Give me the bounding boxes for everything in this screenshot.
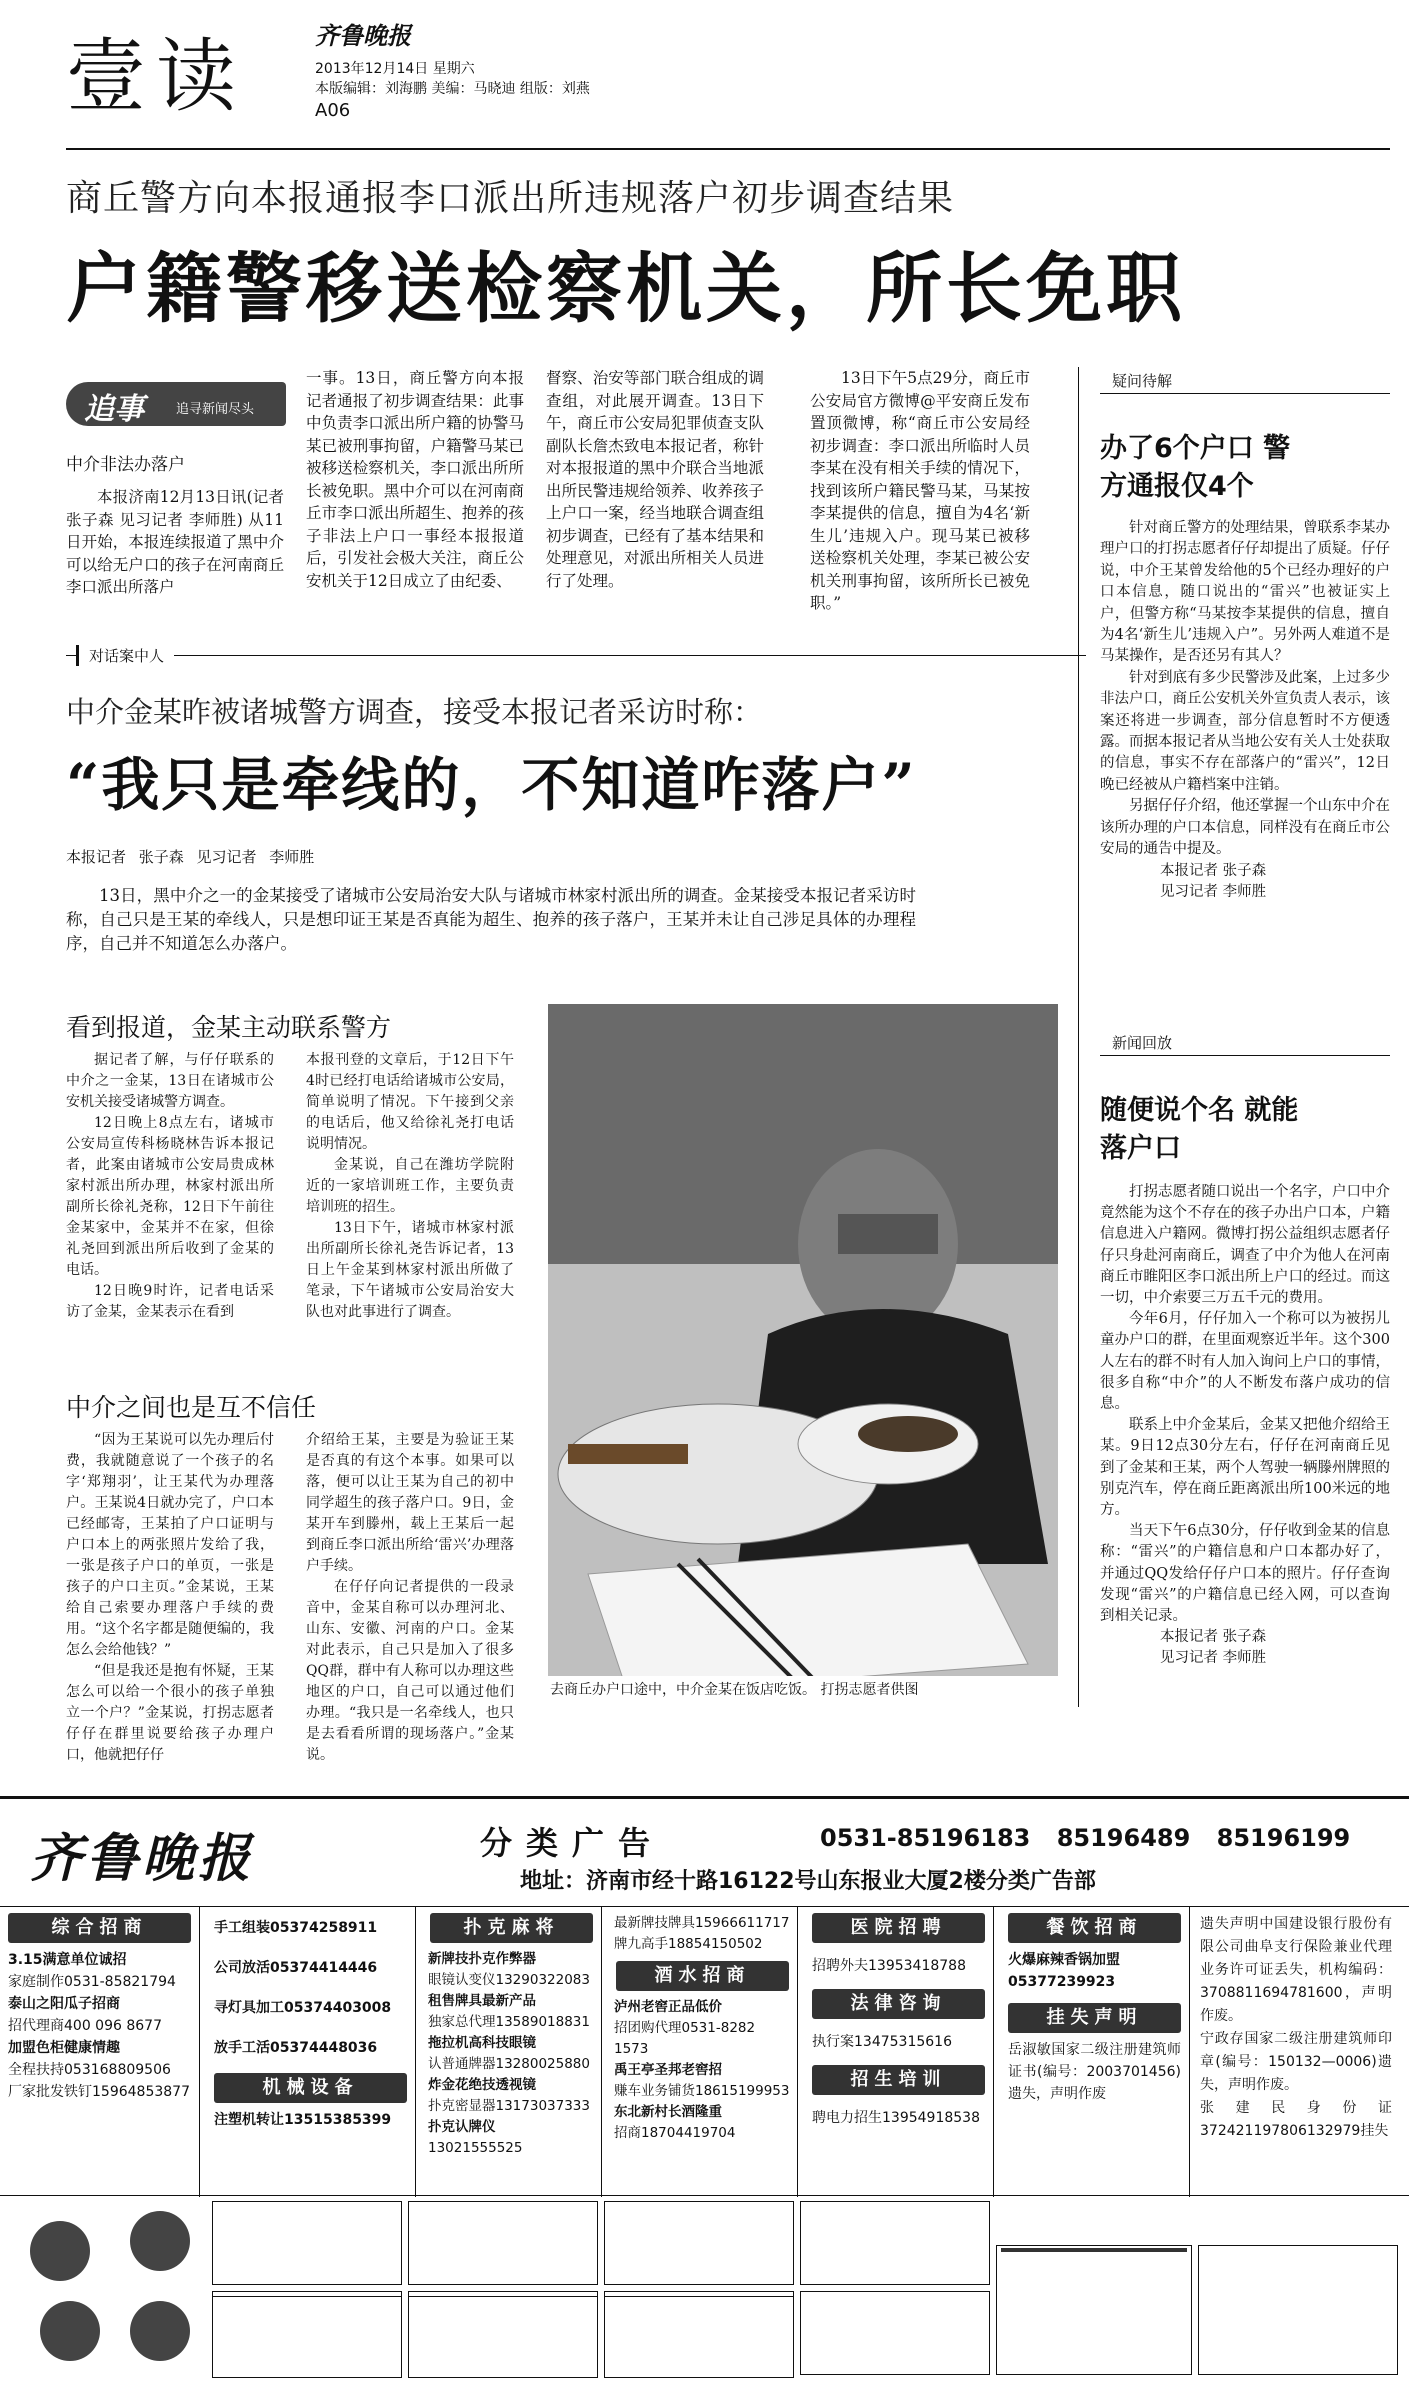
headline-title: 户籍警移送检察机关，所长免职 bbox=[66, 244, 1186, 333]
ad-item: 新牌技扑克作弊器 bbox=[428, 1951, 536, 1967]
ad-item: 招聘外夫13953418788 bbox=[812, 1958, 966, 1974]
ads-section bbox=[0, 1796, 1409, 2383]
ad-item: 手工组装05374258911 bbox=[214, 1920, 378, 1936]
ad-col-3-items bbox=[422, 1949, 601, 2159]
section-title: 壹读 bbox=[66, 30, 246, 123]
ad-box bbox=[212, 2201, 402, 2285]
followup-col4 bbox=[810, 367, 1030, 615]
issue-date: 2013年12月14日 星期六 bbox=[315, 61, 475, 77]
ad-item: 租售牌具最新产品 bbox=[428, 1993, 536, 2009]
followup-col4-text: 13日下午5点29分，商丘市公安局官方微博@平安商丘发布置顶微博，称“商丘市公安局经初步调查：李口派出所临时人员李某在没有相关手续的情况下，找到该所户籍民警马某，马某按李某提供的信息，擅自为4名‘新生儿’违规入户。现马某已被移送检察机关处理，李某已被公安机关刑事拘留，该所所长已被免职。” bbox=[810, 369, 1030, 612]
interview-s1-title: 看到报道，金某主动联系警方 bbox=[66, 1013, 392, 1042]
interview-lead bbox=[66, 884, 916, 956]
ad-box bbox=[1198, 2245, 1398, 2375]
s1-right bbox=[306, 1050, 514, 1323]
s1-left-p1: 据记者了解，与仔仔联系的中介之一金某，13日在诸城市公安机关接受诸城警方调查。 bbox=[66, 1052, 274, 1110]
ad-item: 牌九高手18854150502 bbox=[614, 1936, 763, 1952]
photo-illustration bbox=[548, 1004, 1058, 1704]
interview-rule bbox=[66, 655, 1086, 656]
ad-col-2-items bbox=[206, 1907, 415, 2059]
jingpin-char bbox=[40, 2301, 100, 2361]
interview-lead-text: 13日，黑中介之一的金某接受了诸城市公安局治安大队与诸城市林家村派出所的调查。金某接受本报记者采访时称，自己只是王某的牵线人，只是想印证王某是否真能为超生、抱养的孩子落户，王某并未让自己涉足具体的办理程序，自己并不知道怎么办落户。 bbox=[66, 886, 916, 953]
ad-col-5-head2: 法律咨询 bbox=[812, 1989, 985, 2019]
followup-col3-text: 督察、治安等部门联合组成的调查组，对此展开调查。13日下午，商丘市公安局犯罪侦查支队副队长詹杰致电本报记者，称针对本报报道的黑中介联合当地派出所民警违规给领养、收养孩子上户口一案，经当地联合调查组初步调查，已经有了基本结果和处理意见，对派出所相关人员进行了处理。 bbox=[546, 369, 764, 590]
ad-item: 执行案13475315616 bbox=[812, 2034, 952, 2050]
ad-col-4-items bbox=[608, 1907, 797, 1955]
ads-grid bbox=[0, 1906, 1409, 2196]
ad-item: 厂家批发铁钉15964853877 bbox=[8, 2084, 190, 2100]
sidebar1-label: 疑问待解 bbox=[1100, 370, 1390, 394]
ad-item: 赚车业务铺货18615199953 bbox=[614, 2083, 790, 2099]
editors: 本版编辑：刘海鹏 美编：马晓迪 组版：刘燕 bbox=[315, 81, 590, 97]
followup-col2-text: 一事。13日，商丘警方向本报记者通报了初步调查结果：此事中负责李口派出所户籍的协警马某已被刑事拘留，户籍警马某已被移送检察机关，李口派出所所长被免职。黑中介可以在河南商丘市李口派出所超生、抱养的孩子非法上户口一事经本报报道后，引发社会极大关注，商丘公安机关于12日成立了由纪委、 bbox=[306, 369, 524, 590]
followup-subtitle: 中介非法办落户 bbox=[66, 455, 185, 475]
followup-col3 bbox=[546, 367, 764, 592]
ad-col-1-items bbox=[0, 1949, 199, 2103]
ad-col-6-head2: 挂失声明 bbox=[1008, 2003, 1181, 2033]
ad-item: 05377239923 bbox=[1008, 1974, 1116, 1990]
s2-left bbox=[66, 1430, 274, 1766]
ad-box bbox=[408, 2296, 598, 2378]
interview-s2-title: 中介之间也是互不信任 bbox=[66, 1393, 317, 1422]
ad-item: 眼镜认变仪13290322083 bbox=[428, 1972, 590, 1988]
s2-right bbox=[306, 1430, 514, 1766]
s2-right-p2: 在仔仔向记者提供的一段录音中，金某自称可以办理河北、山东、安徽、河南的户口。金某对此表示，自己只是加入了很多QQ群，群中有人称可以办理这些地区的户口，自己可以通过他们办理。“我只是一名牵线人，也只是去看看所谓的现场落户。”金某说。 bbox=[306, 1579, 514, 1763]
masthead-rule bbox=[66, 148, 1390, 150]
interview-kicker: 中介金某昨被诸城警方调查，接受本报记者采访时称： bbox=[66, 695, 763, 729]
ad-item: 禹王亭圣邦老窖招 bbox=[614, 2062, 722, 2078]
sidebar2-label: 新闻回放 bbox=[1100, 1032, 1390, 1056]
sidebar1-title: 办了6个户口 警方通报仅4个 bbox=[1100, 433, 1291, 502]
ad-item: 聘电力招生13954918538 bbox=[812, 2110, 980, 2126]
ad-box bbox=[604, 2201, 794, 2285]
s2-left-p1: “因为王某说可以先办理后付费，我就随意说了一个孩子的名字‘郑翔羽’，让王某代为办理落户。王某说4日就办完了，户口本已经邮寄，王某拍了户口证明与户口本上的两张照片发给了我，一张是孩子户口的单页，一张是孩子的户口主页。”金某说，王某给自己索要办理落户手续的费用。“这个名字都是随便编的，我怎么会给他钱？” bbox=[66, 1432, 274, 1658]
ad-item: 东北新村长酒隆重 bbox=[614, 2104, 722, 2120]
ad-item: 拖拉机高科技眼镜 bbox=[428, 2035, 536, 2051]
ad-col-4-items2 bbox=[608, 1997, 797, 2144]
news-photo bbox=[548, 1004, 1058, 1704]
ad-item: 扑克认牌仪 bbox=[428, 2119, 496, 2135]
ad-item: 最新牌技牌具15966611717 bbox=[614, 1915, 790, 1931]
ad-item: 3.15满意单位诚招 bbox=[8, 1952, 127, 1968]
sidebar2-p1: 打拐志愿者随口说出一个名字，户口中介竟然能为这个不存在的孩子办出户口本，户籍信息进入户籍网。微博打拐公益组织志愿者仔仔只身赴河南商丘，调查了中介为他人在河南商丘市睢阳区李口派出所上户口的经过。而这一切，中介索要三万五千元的费用。 bbox=[1100, 1184, 1390, 1307]
ad-item: 招团购代理0531-8282 1573 bbox=[614, 2020, 756, 2057]
ad-col-3-head: 扑克麻将 bbox=[430, 1913, 593, 1943]
sidebar1-byline-1: 本报记者 张子森 bbox=[1160, 862, 1267, 879]
sidebar1-body bbox=[1100, 518, 1390, 861]
ads-logo: 齐鲁晚报 bbox=[30, 1828, 255, 1889]
ad-col-2 bbox=[206, 1907, 416, 2197]
s1-left-p2: 12日晚上8点左右，诸城市公安局宣传科杨晓林告诉本报记者，此案由诸城市公安局贵成林家村派出所办理，林家村派出所副所长徐礼尧称，12日下午前往金某家中，金某并不在家，但徐礼尧回到派出所后收到了金某的电话。 bbox=[66, 1115, 274, 1278]
ad-item: 岳淑敏国家二级注册建筑师证书(编号：2003701456)遗失，声明作废 bbox=[1008, 2042, 1181, 2102]
sidebar2-p2: 今年6月，仔仔加入一个称可以为被拐儿童办户口的群，在里面观察近半年。这个300人左右的群不时有人加入询问上户口的事情，很多自称“中介”的人不断发布落户成功的信息。 bbox=[1100, 1311, 1390, 1413]
ad-col-2-head: 机械设备 bbox=[214, 2073, 407, 2103]
sidebar1-byline-2: 见习记者 李师胜 bbox=[1160, 883, 1267, 900]
page-number: A06 bbox=[315, 100, 351, 121]
photo-caption: 去商丘办户口途中，中介金某在饭店吃饭。 打拐志愿者供图 bbox=[548, 1676, 1058, 1704]
badge-sub: 追寻新闻尽头 bbox=[176, 402, 255, 417]
ad-item: 注塑机转让13515385399 bbox=[214, 2112, 392, 2128]
sidebar2-byline bbox=[1100, 1627, 1390, 1669]
sidebar2 bbox=[1100, 1032, 1390, 1669]
s1-right-p1: 本报刊登的文章后，于12日下午4时已经打电话给诸城市公安局，简单说明了情况。下午接到父亲的电话后，他又给徐礼尧打电话说明情况。 bbox=[306, 1052, 514, 1152]
paper-logo: 齐鲁晚报 bbox=[315, 22, 411, 50]
ad-col-7 bbox=[1196, 1907, 1396, 2197]
jingpin-char bbox=[30, 2221, 90, 2281]
ad-box bbox=[408, 2201, 598, 2285]
ad-item: 全程扶持053168809506 bbox=[8, 2062, 171, 2078]
sidebar1-p1: 针对商丘警方的处理结果，曾联系李某办理户口的打拐志愿者仔仔却提出了质疑。仔仔说，中介王某曾发给他的5个已经办理好的户口本信息，随口说出的“雷兴”也被证实上户，但警方称“马某按李某提供的信息，擅自为4名‘新生儿’违规入户”。另外两人难道不是马某操作，是否还另有其人？ bbox=[1100, 520, 1390, 665]
jingpin-char bbox=[130, 2211, 190, 2271]
ads-top-rule bbox=[0, 1796, 1409, 1799]
s2-left-p2: “但是我还是抱有怀疑，王某怎么可以给一个很小的孩子单独立一个户？”金某说，打拐志愿者仔仔在群里说要给孩子办理户口，他就把仔仔 bbox=[66, 1663, 274, 1763]
ad-item: 家庭制作0531-85821794 bbox=[8, 1974, 176, 1990]
jingpin-char bbox=[130, 2301, 190, 2361]
ads-address: 地址：济南市经十路16122号山东报业大厦2楼分类广告部 bbox=[520, 1869, 1096, 1894]
ad-item: 独家总代理13589018831 bbox=[428, 2014, 590, 2030]
ads-phones: 0531-85196183 85196489 85196199 bbox=[820, 1824, 1351, 1852]
interview-byline: 本报记者 张子森 见习记者 李师胜 bbox=[66, 848, 315, 866]
ad-item: 公司放活05374414446 bbox=[214, 1960, 378, 1976]
ad-item: 炸金花绝技透视镜 bbox=[428, 2077, 536, 2093]
masthead bbox=[0, 0, 1409, 150]
ad-item: 泸州老窖正品低价 bbox=[614, 1999, 722, 2015]
ad-box bbox=[212, 2296, 402, 2378]
followup-col2 bbox=[306, 367, 524, 592]
ad-item: 认普通牌器13280025880 bbox=[428, 2056, 590, 2072]
sidebar2-byline-2: 见习记者 李师胜 bbox=[1160, 1650, 1267, 1667]
ad-item: 张建民身份证372421197806132979挂失 bbox=[1200, 2100, 1392, 2139]
ad-item: 泰山之阳瓜子招商 bbox=[8, 1996, 120, 2012]
sidebar1-p2: 针对到底有多少民警涉及此案，上过多少非法户口，商丘公安机关外宣负责人表示，该案还将进一步调查，部分信息暂时不方便透露。而据本报记者从当地公安有关人士处获取的信息，事实不存在部落户的“雷兴”，12日晚已经被从户籍档案中注销。 bbox=[1100, 669, 1390, 793]
ad-item: 招代理商400 096 8677 bbox=[8, 2018, 162, 2034]
sidebar1-p3: 另据仔仔介绍，他还掌握一个山东中介在该所办理的户口本信息，同样没有在商丘市公安局的通告中提及。 bbox=[1100, 798, 1390, 858]
ad-item: 扑克密显器13173037333 bbox=[428, 2098, 590, 2114]
s2-right-p1: 介绍给王某，主要是为验证王某是否真的有这个本事。如果可以落，便可以让王某为自己的初中同学超生的孩子落户口。9日，金某开车到滕州，载上王某后一起到商丘李口派出所给‘雷兴’办理落户手续。 bbox=[306, 1432, 514, 1574]
ad-col-1-head: 综合招商 bbox=[8, 1913, 191, 1943]
sidebar2-p4: 当天下午6点30分，仔仔收到金某的信息称：“雷兴”的户籍信息和户口本都办好了，并通过QQ发给仔仔户口本的照片。仔仔查询发现“雷兴”的户籍信息已经入网，可以查询到相关记录。 bbox=[1100, 1523, 1390, 1625]
ad-box bbox=[800, 2201, 990, 2285]
ad-col-6-head: 餐饮招商 bbox=[1008, 1913, 1181, 1943]
ad-col-5 bbox=[804, 1907, 994, 2197]
sidebar2-byline-1: 本报记者 张子森 bbox=[1160, 1629, 1267, 1646]
followup-col1-text: 本报济南12月13日讯(记者 张子森 见习记者 李师胜) 从11日开始，本报连续报道了黑中介可以给无户口的孩子在河南商丘李口派出所落户 bbox=[66, 488, 284, 596]
ad-col-4 bbox=[608, 1907, 798, 2197]
jingpin-block bbox=[30, 2211, 200, 2371]
ad-item: 遗失声明中国建设银行股份有限公司曲阜支行保险兼业代理业务许可证丢失，机构编码：3708811694781600，声明作废。 bbox=[1200, 1916, 1392, 2024]
followup-col1 bbox=[66, 486, 284, 599]
s1-right-p2: 金某说，自己在潍坊学院附近的一家培训班工作，主要负责培训班的招生。 bbox=[306, 1157, 514, 1215]
interview-title: “我只是牵线的，不知道咋落户” bbox=[66, 751, 917, 819]
s1-left bbox=[66, 1050, 274, 1323]
ad-item: 火爆麻辣香锅加盟 bbox=[1008, 1952, 1120, 1968]
sidebar-divider bbox=[1078, 367, 1079, 1707]
ad-item: 寻灯具加工05374403008 bbox=[214, 2000, 392, 2016]
ad-col-4-head: 酒水招商 bbox=[616, 1961, 789, 1991]
badge-text: 追事 bbox=[84, 392, 144, 427]
interview-label: 对话案中人 bbox=[76, 645, 174, 666]
ad-item: 宁政存国家二级注册建筑师印章(编号：150132—0006)遗失，声明作废。 bbox=[1200, 2031, 1392, 2093]
ad-col-3 bbox=[422, 1907, 602, 2197]
ad-col-7-items bbox=[1196, 1907, 1396, 2149]
sidebar2-title: 随便说个名 就能落户口 bbox=[1100, 1095, 1299, 1164]
ad-col-5-head: 医院招聘 bbox=[812, 1913, 985, 1943]
sidebar1 bbox=[1100, 370, 1390, 903]
ad-item: 招商18704419704 bbox=[614, 2125, 736, 2141]
ad-box bbox=[604, 2296, 794, 2378]
sidebar1-byline bbox=[1100, 861, 1390, 903]
ad-item: 加盟色柜健康情趣 bbox=[8, 2040, 120, 2056]
s1-left-p3: 12日晚9时许，记者电话采访了金某，金某表示在看到 bbox=[66, 1283, 274, 1320]
sidebar2-body bbox=[1100, 1182, 1390, 1627]
s1-right-p3: 13日下午，诸城市林家村派出所副所长徐礼尧告诉记者，13日上午金某到林家村派出所做了笔录，下午诸城市公安局治安大队也对此事进行了调查。 bbox=[306, 1220, 514, 1320]
ad-box-title bbox=[1001, 2248, 1187, 2252]
ad-item: 13021555525 bbox=[428, 2140, 523, 2156]
ad-box bbox=[996, 2245, 1192, 2375]
ad-item: 放手工活05374448036 bbox=[214, 2040, 378, 2056]
ad-col-5-head3: 招生培训 bbox=[812, 2065, 985, 2095]
ad-box bbox=[800, 2291, 990, 2375]
followup-badge bbox=[66, 376, 296, 432]
ad-col-1 bbox=[0, 1907, 200, 2197]
ad-col-6 bbox=[1000, 1907, 1190, 2197]
ads-header: 分类广告 bbox=[480, 1824, 665, 1862]
ad-col-6-items bbox=[1000, 1949, 1189, 1993]
sidebar2-p3: 联系上中介金某后，金某又把他介绍给王某。9日12点30分左右，仔仔在河南商丘见到了金某和王某，两个人驾驶一辆滕州牌照的别克汽车，停在商丘距离派出所100米远的地方。 bbox=[1100, 1417, 1390, 1519]
headline-kicker: 商丘警方向本报通报李口派出所违规落户初步调查结果 bbox=[66, 178, 955, 219]
